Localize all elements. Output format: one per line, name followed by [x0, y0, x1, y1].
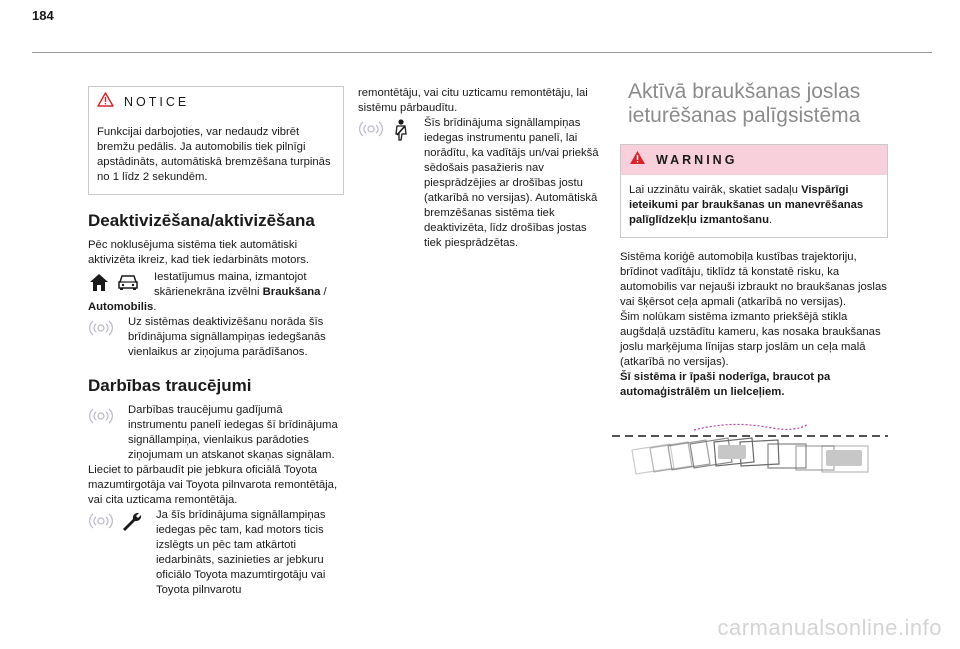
deactivation-paragraph-3: Uz sistēmas deaktivizēšanu norāda šīs brīdinājuma signāllampiņas iedegšanās vienlaikus ar ziņojuma parādīšanos. [128, 316, 326, 358]
malfunction-paragraph-3: Ja šīs brīdinājuma signāllampiņas iedegas pēc tam, kad motors ticis izslēgts un pēc tam atkārtoti iedarbināts, sazinieties ar jebkuru oficiālo Toyota mazumtirgotāju vai Toyota pilnvarotu [156, 509, 326, 596]
collision-warning-lamp-icon [358, 118, 384, 147]
page-number: 184 [32, 8, 54, 23]
warning-header [621, 145, 887, 175]
lka-paragraph-2: Šim nolūkam sistēma izmanto priekšējā stikla augšdaļā uzstādītu kameru, kas nosaka braukšanas joslu marķējuma līnijas starp joslām un ceļa malā (atkarībā no versijas). [620, 311, 881, 368]
warning-triangle-outline-icon [97, 92, 114, 112]
car-icon [116, 272, 140, 297]
lane-keeping-illustration [612, 418, 888, 493]
warning-text-end: . [768, 214, 773, 226]
lka-paragraph-3: Šī sistēma ir īpaši noderīga, braucot pa automaģistrālēm un lielceļiem. [620, 371, 831, 398]
home-icon [88, 272, 110, 297]
malfunction-row-3 [88, 508, 344, 598]
malfunction-icons-1 [88, 405, 114, 432]
deactivation-icons [88, 272, 140, 297]
lka-paragraph-1: Sistēma koriģē automobiļa kustības trajektoriju, brīdinot vadītāju, tiklīdz tā konstatē risku, ka automobilis var nejauši izbraukt no braukšanas joslas vai šķērsot ceļa apmali (atkarībā no versijas). [620, 251, 887, 308]
section-title-line-2: ieturēšanas palīgsistēma [628, 104, 861, 127]
section-heading-malfunction: Darbības traucējumi [88, 376, 252, 395]
column-left [88, 86, 344, 598]
deactivation-paragraph-2-end [88, 300, 344, 315]
notice-header [89, 87, 343, 117]
malfunction-paragraph-3-continued: remontētāju, vai citu uzticamu remontētāju, lai sistēmu pārbaudītu. [358, 87, 588, 114]
notice-text: Funkcijai darbojoties, var nedaudz vibrēt bremžu pedālis. Ja automobilis tiek pilnīgi apstādināts, automātiskā bremzēšana turpinās no 1 līdz 2 sekundēm. [97, 126, 331, 183]
deactivation-lamp-icons [88, 317, 114, 344]
section-title-lane-keeping [620, 80, 888, 128]
collision-warning-lamp-icon [88, 317, 114, 344]
section-title-line-1: Aktīvā braukšanas joslas [628, 80, 861, 103]
column-middle [358, 86, 602, 251]
warning-reference: Vispārīgi ieteikumi par braukšanas un manevrēšanas palīglīdzekļu izmantošanu [629, 184, 864, 226]
malfunction-paragraph-2: Lieciet to pārbaudīt pie jebkura oficiālā Toyota mazumtirgotāja vai Toyota pilnvarota remontētāja, vai cita uzticama remontētāja. [88, 464, 338, 506]
warning-title: WARNING [656, 153, 738, 167]
seatbelt-icons [358, 118, 412, 147]
seatbelt-paragraph: Šīs brīdinājuma signāllampiņas iedegas instrumentu panelī, lai norādītu, ka vadītājs un/vai priekšā sēdošais pasažieris nav piesprādzējies ar drošības jostu (atkarībā no versijas). Automātiskā bremzēšanas sistēma tiek deaktivizēta, līdz drošības jostas tiek piesprādzētas. [424, 117, 599, 249]
notice-title: NOTICE [124, 95, 190, 109]
warning-triangle-icon [629, 150, 646, 170]
deactivation-p2-text: Iestatījumus maina, izmantojot skārienekrāna izvēlni [154, 271, 307, 298]
malfunction-paragraph-1: Darbības traucējumu gadījumā instrumentu panelī iedegas šī brīdinājuma signāllampiņa, vienlaikus parādoties ziņojumam un atskanot skaņas signālam. [128, 404, 338, 461]
collision-warning-lamp-icon [88, 510, 114, 539]
malfunction-icons-3 [88, 510, 144, 539]
watermark: carmanualsonline.info [717, 615, 942, 640]
collision-warning-lamp-icon [88, 405, 114, 432]
deactivation-icon-row [88, 270, 344, 300]
notice-box [88, 86, 344, 195]
warning-box [620, 144, 888, 238]
section-heading-deactivation: Deaktivizēšana/aktivizēšana [88, 211, 315, 230]
period: . [153, 301, 157, 313]
column-right [620, 80, 888, 493]
menu-separator: / [320, 286, 327, 298]
menu-name-vehicle: Automobilis [88, 301, 154, 313]
seatbelt-icon [390, 118, 412, 147]
warning-text-pre: Lai uzzinātu vairāk, skatiet sadaļu [629, 184, 802, 196]
deactivation-lamp-row [88, 315, 344, 360]
wrench-icon [120, 510, 144, 539]
seatbelt-row [358, 116, 602, 251]
deactivation-paragraph-2 [148, 270, 344, 300]
deactivation-paragraph-1: Pēc noklusējuma sistēma tiek automātiski aktivizēta ikreiz, kad tiek iedarbināts motors. [88, 239, 310, 266]
menu-name-driving: Braukšana [262, 286, 321, 298]
warning-text [621, 175, 887, 237]
header-divider [32, 52, 932, 53]
malfunction-row-1 [88, 403, 344, 463]
